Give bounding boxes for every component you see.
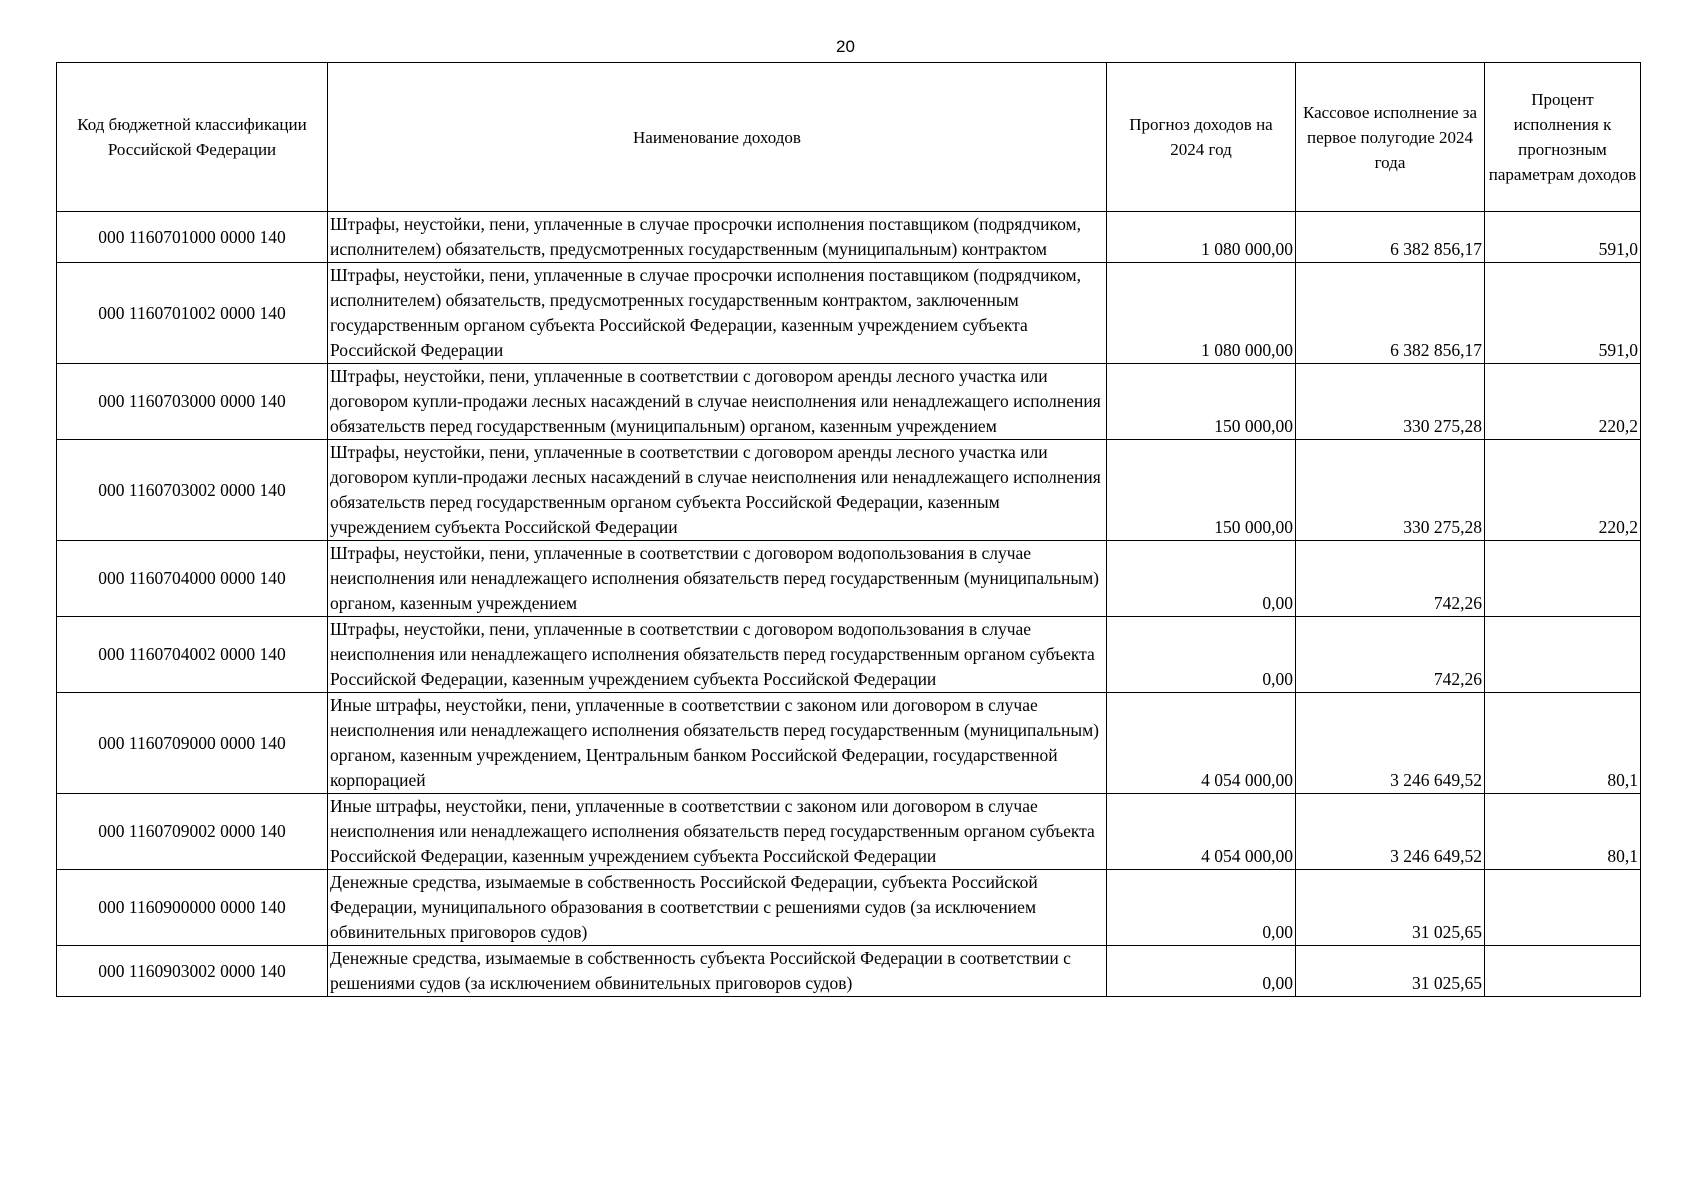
row-execution: 330 275,28	[1296, 440, 1485, 541]
row-name: Штрафы, неустойки, пени, уплаченные в случае просрочки исполнения поставщиком (подрядчиком, исполнителем) обязательств, предусмотренных государственным контрактом, заключенным государственным органом субъекта Российской Федерации, казенным учреждением субъекта Российской Федерации	[328, 263, 1107, 364]
table-row	[57, 364, 1641, 440]
row-name: Штрафы, неустойки, пени, уплаченные в соответствии с договором аренды лесного участка или договором купли-продажи лесных насаждений в случае неисполнения или ненадлежащего исполнения обязательств перед государственным (муниципальным) органом, казенным учреждением	[328, 364, 1107, 440]
header-row	[57, 63, 1641, 212]
row-percent: 591,0	[1485, 212, 1641, 263]
row-forecast: 0,00	[1107, 946, 1296, 997]
header-percent: Процент исполнения к прогнозным параметрам доходов	[1485, 63, 1641, 212]
row-execution: 3 246 649,52	[1296, 794, 1485, 870]
table-row	[57, 617, 1641, 693]
header-forecast: Прогноз доходов на 2024 год	[1107, 63, 1296, 212]
row-code: 000 1160903002 0000 140	[57, 946, 328, 997]
row-percent	[1485, 541, 1641, 617]
row-forecast: 1 080 000,00	[1107, 263, 1296, 364]
row-name: Штрафы, неустойки, пени, уплаченные в соответствии с договором водопользования в случае неисполнения или ненадлежащего исполнения обязательств перед государственным (муниципальным) органом, казенным учреждением	[328, 541, 1107, 617]
row-name: Иные штрафы, неустойки, пени, уплаченные в соответствии с законом или договором в случае неисполнения или ненадлежащего исполнения обязательств перед государственным органом субъекта Российской Федерации, казенным учреждением субъекта Российской Федерации	[328, 794, 1107, 870]
row-code: 000 1160701000 0000 140	[57, 212, 328, 263]
row-forecast: 0,00	[1107, 617, 1296, 693]
page-number: 20	[836, 37, 855, 56]
table-row	[57, 440, 1641, 541]
row-percent: 220,2	[1485, 364, 1641, 440]
row-forecast: 4 054 000,00	[1107, 794, 1296, 870]
header-code: Код бюджетной классификации Российской Федерации	[57, 63, 328, 212]
income-table	[56, 62, 1641, 997]
row-forecast: 0,00	[1107, 870, 1296, 946]
row-execution: 330 275,28	[1296, 364, 1485, 440]
row-code: 000 1160704000 0000 140	[57, 541, 328, 617]
row-execution: 31 025,65	[1296, 946, 1485, 997]
row-name: Денежные средства, изымаемые в собственность субъекта Российской Федерации в соответствии с решениями судов (за исключением обвинительных приговоров судов)	[328, 946, 1107, 997]
row-execution: 742,26	[1296, 541, 1485, 617]
row-code: 000 1160701002 0000 140	[57, 263, 328, 364]
row-code: 000 1160709000 0000 140	[57, 693, 328, 794]
table-row	[57, 263, 1641, 364]
table-row	[57, 541, 1641, 617]
header-name: Наименование доходов	[328, 63, 1107, 212]
row-percent	[1485, 870, 1641, 946]
row-forecast: 150 000,00	[1107, 440, 1296, 541]
row-percent	[1485, 617, 1641, 693]
row-name: Денежные средства, изымаемые в собственность Российской Федерации, субъекта Российской Федерации, муниципального образования в соответствии с решениями судов (за исключением обвинительных приговоров судов)	[328, 870, 1107, 946]
row-code: 000 1160703000 0000 140	[57, 364, 328, 440]
row-percent: 80,1	[1485, 693, 1641, 794]
table-row	[57, 212, 1641, 263]
row-execution: 742,26	[1296, 617, 1485, 693]
header-execution: Кассовое исполнение за первое полугодие 2024 года	[1296, 63, 1485, 212]
row-name: Штрафы, неустойки, пени, уплаченные в соответствии с договором аренды лесного участка или договором купли-продажи лесных насаждений в случае неисполнения или ненадлежащего исполнения обязательств перед государственным органом субъекта Российской Федерации, казенным учреждением субъекта Российской Федерации	[328, 440, 1107, 541]
row-percent: 80,1	[1485, 794, 1641, 870]
table-row	[57, 870, 1641, 946]
row-name: Штрафы, неустойки, пени, уплаченные в случае просрочки исполнения поставщиком (подрядчиком, исполнителем) обязательств, предусмотренных государственным (муниципальным) контрактом	[328, 212, 1107, 263]
row-execution: 6 382 856,17	[1296, 212, 1485, 263]
row-forecast: 150 000,00	[1107, 364, 1296, 440]
row-forecast: 1 080 000,00	[1107, 212, 1296, 263]
row-code: 000 1160704002 0000 140	[57, 617, 328, 693]
row-execution: 3 246 649,52	[1296, 693, 1485, 794]
row-name: Иные штрафы, неустойки, пени, уплаченные в соответствии с законом или договором в случае неисполнения или ненадлежащего исполнения обязательств перед государственным (муниципальным) органом, казенным учреждением, Центральным банком Российской Федерации, государственной корпорацией	[328, 693, 1107, 794]
table-row	[57, 946, 1641, 997]
row-percent: 220,2	[1485, 440, 1641, 541]
table-body	[57, 212, 1641, 997]
row-name: Штрафы, неустойки, пени, уплаченные в соответствии с договором водопользования в случае неисполнения или ненадлежащего исполнения обязательств перед государственным органом субъекта Российской Федерации, казенным учреждением субъекта Российской Федерации	[328, 617, 1107, 693]
table-row	[57, 794, 1641, 870]
row-execution: 6 382 856,17	[1296, 263, 1485, 364]
row-percent	[1485, 946, 1641, 997]
row-code: 000 1160900000 0000 140	[57, 870, 328, 946]
row-execution: 31 025,65	[1296, 870, 1485, 946]
row-code: 000 1160703002 0000 140	[57, 440, 328, 541]
row-percent: 591,0	[1485, 263, 1641, 364]
table-row	[57, 693, 1641, 794]
row-code: 000 1160709002 0000 140	[57, 794, 328, 870]
row-forecast: 0,00	[1107, 541, 1296, 617]
row-forecast: 4 054 000,00	[1107, 693, 1296, 794]
